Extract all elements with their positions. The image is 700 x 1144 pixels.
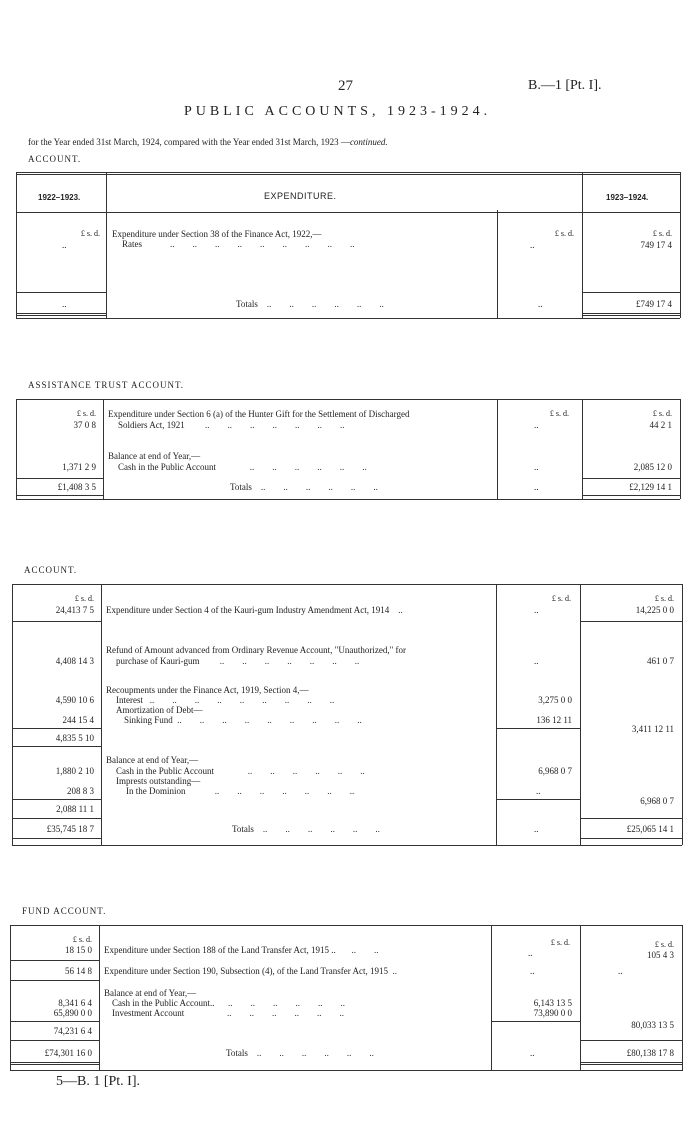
column-header-1922-1923: 1922–1923. (38, 193, 81, 202)
row-subdescription: Cash in the Public Account .. .. .. .. .. .. (118, 462, 367, 472)
page-title: PUBLIC ACCOUNTS, 1923-1924. (184, 104, 492, 119)
amount-1923-1924: 2,085 12 0 (633, 462, 672, 472)
amount-1922-1923: 1,880 2 10 (55, 766, 94, 776)
amount-1922-1923: 24,413 7 5 (55, 605, 94, 615)
total-1922-1923: £74,301 16 0 (44, 1048, 92, 1058)
amount-sub: .. (530, 966, 535, 976)
amount-1923-1924: 749 17 4 (640, 240, 672, 250)
section-heading-4: FUND ACCOUNT. (22, 906, 107, 916)
amount-sub: .. (534, 656, 539, 666)
page-subtitle: for the Year ended 31st March, 1924, compared with the Year ended 31st March, 1923 —continued. (28, 137, 388, 147)
subtotal-1922-1923: 2,088 11 1 (56, 804, 94, 814)
section-heading-2: ASSISTANCE TRUST ACCOUNT. (28, 380, 185, 390)
row-subdescription: Rates .. .. .. .. .. .. .. .. .. (122, 239, 355, 249)
row-subdescription: Cash in the Public Account.. .. .. .. .. .. .. (112, 998, 345, 1008)
amount-sub: .. (536, 786, 541, 796)
amount-sub: .. (534, 462, 539, 472)
row-description: Balance at end of Year,— (108, 451, 201, 461)
amount-sub: .. (534, 420, 539, 430)
footer-reference: 5—B. 1 [Pt. I]. (56, 1074, 140, 1089)
amount-sub: 6,143 13 5 (533, 998, 572, 1008)
amount-1922-1923: 208 8 3 (67, 786, 94, 796)
amount-1923-1924: 6,968 0 7 (640, 796, 674, 806)
total-1923-1924: £2,129 14 1 (629, 482, 672, 492)
units-label: £ s. d. (654, 940, 674, 949)
row-description: Recoupments under the Finance Act, 1919, Section 4,— (106, 685, 309, 695)
row-description: Refund of Amount advanced from Ordinary Revenue Account, "Unauthorized," for (106, 645, 407, 655)
total-sub: .. (534, 824, 539, 834)
column-header-expenditure: EXPENDITURE. (264, 191, 337, 201)
total-1923-1924: £80,138 17 8 (626, 1048, 674, 1058)
total-sub: .. (530, 1048, 535, 1058)
units-label: £ s. d. (654, 594, 674, 603)
amount-sub: 3,275 0 0 (538, 695, 572, 705)
total-sub: .. (534, 482, 539, 492)
amount-1922-1923: 244 15 4 (62, 715, 94, 725)
totals-label: Totals .. .. .. .. .. .. (236, 299, 384, 309)
amount-sub: 6,968 0 7 (538, 766, 572, 776)
total-sub: .. (538, 299, 543, 309)
row-description: Balance at end of Year,— (104, 988, 197, 998)
units-label: £ s. d. (72, 935, 92, 944)
amount-sub: 136 12 11 (536, 715, 572, 725)
units-label: £ s. d. (76, 409, 96, 418)
units-label: £ s. d. (550, 938, 570, 947)
amount-sub: .. (528, 948, 533, 958)
amount-1922-1923: 56 14 8 (65, 966, 92, 976)
row-subdescription: Interest .. .. .. .. .. .. .. .. .. (116, 695, 335, 705)
amount-1922-1923: 4,408 14 3 (55, 656, 94, 666)
row-subdescription: Investment Account .. .. .. .. .. .. (112, 1008, 344, 1018)
totals-label: Totals .. .. .. .. .. .. (230, 482, 378, 492)
row-subdescription: Imprests outstanding— (116, 776, 201, 786)
amount-1923-1924: 44 2 1 (649, 420, 672, 430)
units-label: £ s. d. (74, 594, 94, 603)
amount-sub: 73,890 0 0 (533, 1008, 572, 1018)
subtotal-1922-1923: 74,231 6 4 (53, 1026, 92, 1036)
subtotal-1922-1923: 4,835 5 10 (55, 733, 94, 743)
units-label: £ s. d. (652, 409, 672, 418)
row-description: Expenditure under Section 4 of the Kauri-gum Industry Amendment Act, 1914 .. (106, 605, 403, 615)
row-description: Expenditure under Section 6 (a) of the Hunter Gift for the Settlement of Discharged (108, 409, 410, 419)
total-1922-1923: £1,408 3 5 (57, 482, 96, 492)
units-label: £ s. d. (554, 229, 574, 238)
section-heading-3: ACCOUNT. (24, 565, 78, 575)
row-subdescription: Sinking Fund .. .. .. .. .. .. .. .. .. (124, 715, 362, 725)
row-subdescription: Cash in the Public Account .. .. .. .. .. .. (116, 766, 365, 776)
amount-1922-1923: 18 15 0 (65, 945, 92, 955)
page-number: 27 (338, 78, 353, 94)
row-description: Expenditure under Section 38 of the Finance Act, 1922,— (112, 229, 322, 239)
amount-sub: .. (530, 240, 535, 250)
row-subdescription: purchase of Kauri-gum .. .. .. .. .. .. .. (116, 656, 360, 666)
amount-1923-1924: 461 0 7 (647, 656, 674, 666)
amount-1922-1923: .. (62, 240, 67, 250)
amount-1923-1924: 3,411 12 11 (631, 724, 674, 734)
total-1922-1923: .. (62, 299, 67, 309)
units-label: £ s. d. (80, 229, 100, 238)
total-1922-1923: £35,745 18 7 (46, 824, 94, 834)
amount-1923-1924: 105 4 3 (647, 950, 674, 960)
amount-1922-1923: 4,590 10 6 (55, 695, 94, 705)
amount-1923-1924: .. (618, 966, 623, 976)
section-heading-1: ACCOUNT. (28, 154, 82, 164)
row-description: Expenditure under Section 188 of the Land Transfer Act, 1915 .. .. .. (104, 945, 379, 955)
amount-1922-1923: 37 0 8 (73, 420, 96, 430)
row-subdescription: Soldiers Act, 1921 .. .. .. .. .. .. .. (118, 420, 345, 430)
document-reference: B.—1 [Pt. I]. (528, 78, 602, 93)
amount-1922-1923: 8,341 6 4 (58, 998, 92, 1008)
row-description: Expenditure under Section 190, Subsection (4), of the Land Transfer Act, 1915 .. (104, 966, 397, 976)
units-label: £ s. d. (652, 229, 672, 238)
totals-label: Totals .. .. .. .. .. .. (232, 824, 380, 834)
totals-label: Totals .. .. .. .. .. .. (226, 1048, 374, 1058)
amount-1922-1923: 1,371 2 9 (62, 462, 96, 472)
column-header-1923-1924: 1923–1924. (606, 193, 649, 202)
amount-1923-1924: 80,033 13 5 (631, 1020, 674, 1030)
row-description: Balance at end of Year,— (106, 755, 199, 765)
amount-1923-1924: 14,225 0 0 (635, 605, 674, 615)
amount-1922-1923: 65,890 0 0 (53, 1008, 92, 1018)
total-1923-1924: £25,065 14 1 (626, 824, 674, 834)
units-label: £ s. d. (551, 594, 571, 603)
units-label: £ s. d. (549, 409, 569, 418)
total-1923-1924: £749 17 4 (636, 299, 672, 309)
row-subdescription: Amortization of Debt— (116, 705, 203, 715)
row-subdescription: In the Dominion .. .. .. .. .. .. .. (126, 786, 355, 796)
amount-sub: .. (534, 605, 539, 615)
